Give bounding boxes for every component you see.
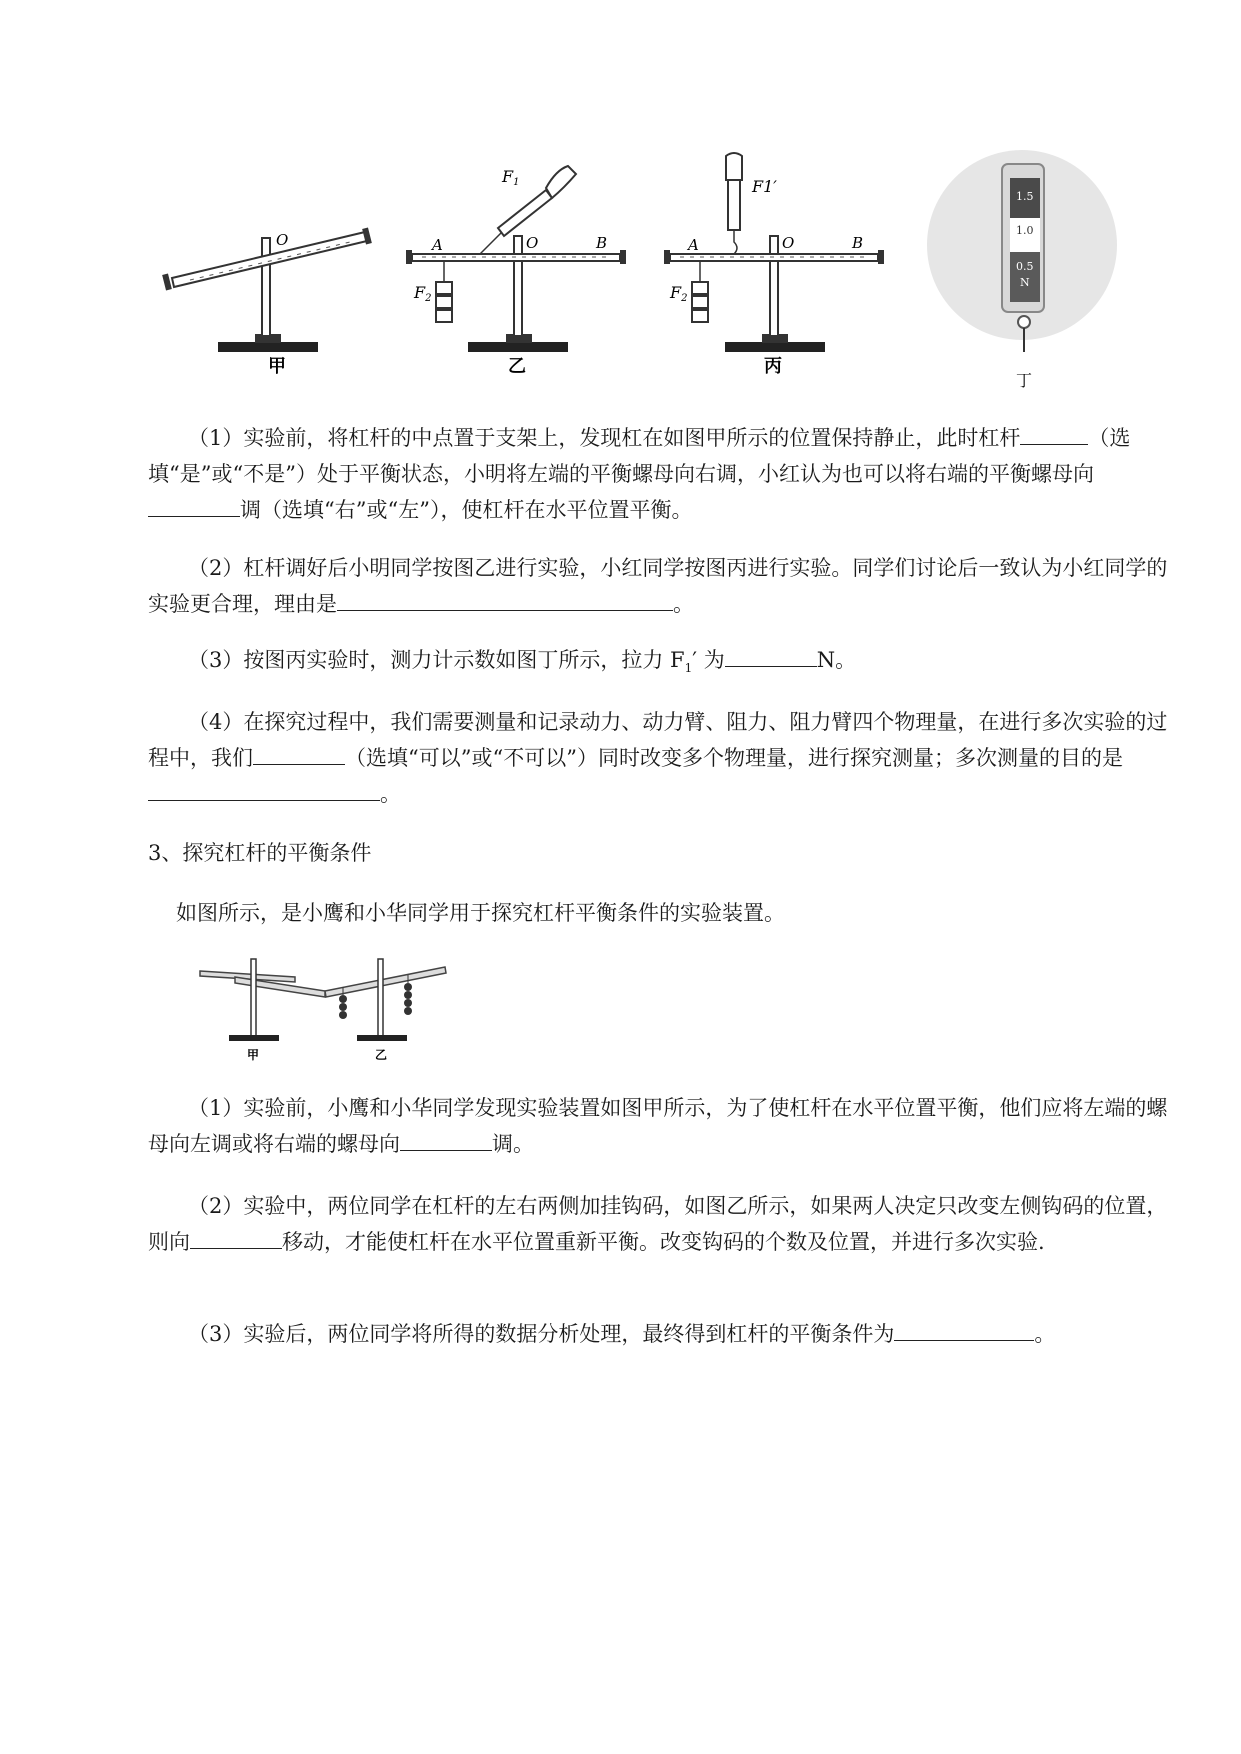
caption-jia: 甲 xyxy=(268,356,286,377)
section3-question-3: （3）实验后，两位同学将所得的数据分析处理，最终得到杠杆的平衡条件为 。 xyxy=(148,1316,1168,1352)
figure-bing xyxy=(664,153,884,377)
caption-bing: 丙 xyxy=(764,356,782,377)
section-heading: 3、探究杠杆的平衡条件 xyxy=(148,841,372,865)
caption-yi: 乙 xyxy=(508,356,526,377)
answer-blank[interactable] xyxy=(253,742,345,765)
caption-ding: 丁 xyxy=(1016,371,1033,390)
point-label-a: A xyxy=(432,236,443,254)
question-3: （3）按图丙实验时，测力计示数如图丁所示，拉力 $F_1'$ 为 N。 xyxy=(148,642,1168,686)
question-2: （2）杠杆调好后小明同学按图乙进行实验，小红同学按图丙进行实验。同学们讨论后一致认为小红同学的实验更合理，理由是 。 xyxy=(148,556,1168,616)
figure-yi-small xyxy=(325,959,446,1062)
lever-experiment-figure xyxy=(150,150,1230,400)
force-label-f2: F2 xyxy=(670,283,688,304)
section3-question-1: （1）实验前，小鹰和小华同学发现实验装置如图甲所示，为了使杠杆在水平位置平衡，他们应将左端的螺母向左调或将右端的螺母向 调。 xyxy=(148,1096,1168,1156)
force-label-f1: F1 xyxy=(502,167,520,188)
answer-blank[interactable] xyxy=(337,588,673,611)
answer-blank[interactable] xyxy=(725,644,817,667)
figure-yi xyxy=(406,166,626,377)
scale-unit-n: N xyxy=(1020,276,1030,289)
answer-blank[interactable] xyxy=(1020,422,1088,445)
section-intro: 如图所示，是小鹰和小华同学用于探究杠杆平衡条件的实验装置。 xyxy=(176,901,785,925)
caption-jia: 甲 xyxy=(247,1048,260,1062)
answer-blank[interactable] xyxy=(400,1128,492,1151)
point-label-b: B xyxy=(596,234,608,252)
figure-jia xyxy=(162,228,372,377)
pivot-label-o: O xyxy=(526,234,539,252)
answer-blank[interactable] xyxy=(190,1226,282,1249)
answer-blank[interactable] xyxy=(894,1318,1034,1341)
caption-yi: 乙 xyxy=(375,1048,388,1062)
force-label-f1-prime: F1′ xyxy=(752,177,777,196)
point-label-b: B xyxy=(852,234,864,252)
question-4: （4）在探究过程中，我们需要测量和记录动力、动力臂、阻力、阻力臂四个物理量，在进行多次实验的过程中，我们 （选填“可以”或“不可以”）同时改变多个物理量，进行探究测量；多次测量的目的是。 xyxy=(148,710,1168,806)
scale-tick-1-5: 1.5 xyxy=(1016,190,1034,203)
pivot-label-o: O xyxy=(276,231,289,249)
question-1: （1）实验前，将杠杆的中点置于支架上，发现杠在如图甲所示的位置保持静止，此时杠杆 （选填“是”或“不是”）处于平衡状态，小明将左端的平衡螺母向右调，小红认为也可以将右端的平衡螺母向调（选填“右”或“左”），使杠杆在水平位置平衡。 xyxy=(148,420,1168,528)
section3-question-2: （2）实验中，两位同学在杠杆的左右两侧加挂钩码，如图乙所示，如果两人决定只改变左侧钩码的位置，则向 移动，才能使杠杆在水平位置重新平衡。改变钩码的个数及位置，并进行多次实验. xyxy=(148,1194,1168,1254)
scale-tick-0-5: 0.5 xyxy=(1016,260,1034,273)
answer-blank[interactable] xyxy=(148,778,380,801)
pivot-label-o: O xyxy=(782,234,795,252)
scale-tick-1-0: 1.0 xyxy=(1016,224,1034,237)
figure-ding-spring-scale xyxy=(927,150,1117,390)
lever-setup-figure xyxy=(195,955,455,1067)
figure-jia-small xyxy=(200,959,325,1062)
point-label-a: A xyxy=(688,236,699,254)
force-label-f2: F2 xyxy=(414,283,432,304)
answer-blank[interactable] xyxy=(148,494,240,517)
